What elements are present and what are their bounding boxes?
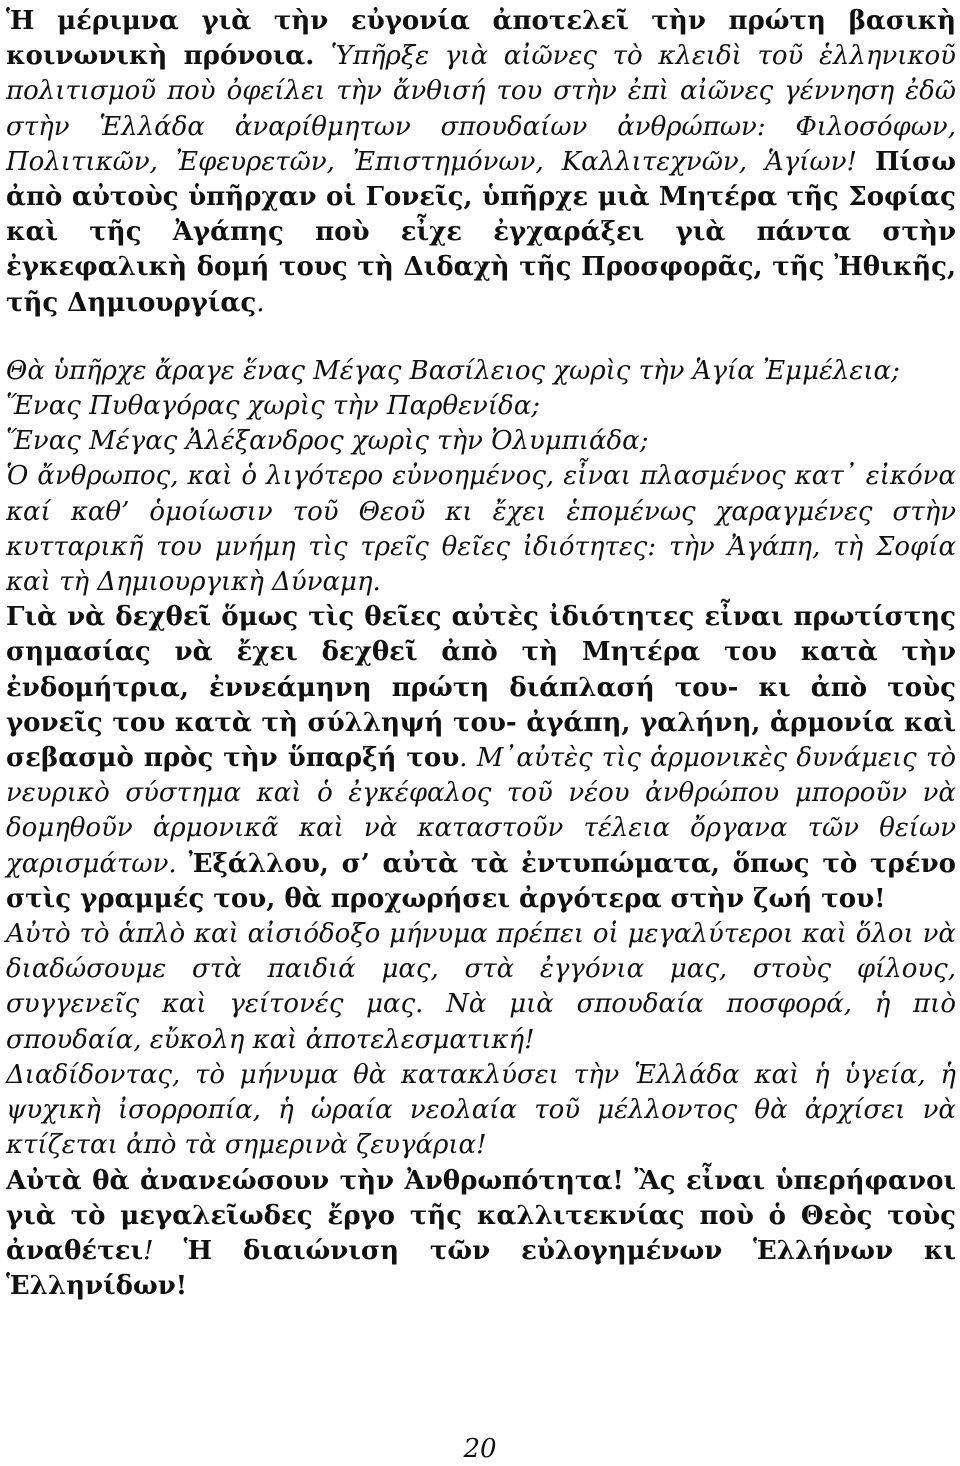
text-run: Ἐξάλλου, σ’ αὐτὰ τὰ ἐντυπώματα, ὅπως τὸ τρένο στὶς γραμμές του, θὰ προχωρήσει ἀργότερα στὴν ζωή του! bbox=[6, 848, 956, 914]
text-run: Ἕνας Πυθαγόρας χωρὶς τὴν Παρθενίδα; bbox=[6, 391, 541, 422]
paragraph-9 bbox=[6, 1164, 956, 1305]
paragraph-4 bbox=[6, 424, 956, 459]
text-run: Ἕνας Μέγας Ἀλέξανδρος χωρὶς τὴν Ὀλυμπιάδα; bbox=[6, 426, 649, 457]
text-run: Θὰ ὑπῆρχε ἄραγε ἕνας Μέγας Βασίλειος χωρὶς τὴν Ἁγία Ἐμμέλεια; bbox=[6, 355, 900, 386]
page-number: 20 bbox=[463, 1434, 497, 1464]
text-run: Ὁ ἄνθρωπος, καὶ ὁ λιγότερο εὐνοημένος, εἶναι πλασμένος κατ᾽ εἰκόνα καί καθ’ ὁμοίωσιν τοῦ Θεοῦ κι ἔχει ἑπομένως χαραγμένες στὴν κυτταρικῆ του μνήμη τὶς τρεῖς θεῖες ἰδιότητες: τὴν Ἀγάπη, τὴ Σοφία καὶ τὴ Δημιουργικὴ Δύναμη. bbox=[6, 461, 956, 598]
text-run: Αὐτὸ τὸ ἁπλὸ καὶ αἰσιόδοξο μήνυμα πρέπει οἱ μεγαλύτεροι καὶ ὅλοι νὰ διαδώσουμε στὰ παιδιά μας, στὰ ἐγγόνια μας, στοὺς φίλους, συγγενεῖς καὶ γείτονές μας. Νὰ μιὰ σπουδαία ποσφορά, ἡ πιὸ σπουδαία, εὔκολη καὶ ἀποτελεσματική! bbox=[6, 919, 956, 1055]
text-run: . Μ᾽αὐτὲς τὶς ἁρμονικὲς δυνάμεις τὸ νευρικὸ σύστημα καὶ ὁ ἐγκέφαλος τοῦ νέου ἀνθρώπου μποροῦν νὰ δομηθοῦν ἁρμονικᾶ καὶ νὰ καταστοῦν τέλεια ὄργανα τῶν θείων χαρισμάτων. bbox=[6, 743, 956, 879]
paragraph-1 bbox=[6, 4, 956, 321]
paragraph-3 bbox=[6, 389, 956, 424]
paragraph-8 bbox=[6, 1058, 956, 1164]
paragraph-2 bbox=[6, 354, 956, 389]
text-run: Διαδίδοντας, τὸ μήνυμα θὰ κατακλύσει τὴν Ἑλλάδα καὶ ἡ ὑγεία, ἡ ψυχικὴ ἰσορροπία, ἡ ὡραία νεολαία τοῦ μέλλοντος θὰ ἀρχίσει νὰ κτίζεται ἀπὸ τὰ σημερινὰ ζευγάρια! bbox=[6, 1059, 956, 1161]
text-run: . bbox=[256, 287, 265, 318]
text-run: Ἡ διαιώνιση τῶν εὐλογημένων Ἑλλήνων κι Ἑλληνίδων! bbox=[6, 1235, 956, 1302]
paragraph-5 bbox=[6, 459, 956, 600]
text-run: Ὑπῆρξε γιὰ αἰῶνες τὸ κλειδὶ τοῦ ἑλληνικοῦ πολιτισμοῦ ποὺ ὀφείλει τὴν ἄνθισή του στὴν ἐπὶ αἰῶνες γέννηση ἐδῶ στὴν Ἑλλάδα ἀναρίθμητων σπουδαίων ἀνθρώπων: Φιλοσόφων, Πολιτικῶν, Ἐφευρετῶν, Ἐπιστημόνων, Καλλιτεχνῶν, Ἁγίων! bbox=[6, 41, 956, 177]
body-text bbox=[6, 4, 956, 1304]
paragraph-6 bbox=[6, 600, 956, 917]
text-run: Ἡ μέριμνα γιὰ τὴν εὐγονία ἀποτελεῖ τὴν πρώτη βασικὴ κοινωνικὴ πρόνοια. bbox=[6, 6, 956, 72]
text-run: ! bbox=[143, 1235, 184, 1266]
paragraph-7 bbox=[6, 917, 956, 1058]
text-run: Γιὰ νὰ δεχθεῖ ὅμως τὶς θεῖες αὐτὲς ἰδιότητες εἶναι πρωτίστης σημασίας νὰ ἔχει δεχθεῖ ἀπὸ τὴ Μητέρα του κατὰ τὴν ἐνδομήτρια, ἐννεάμηνη πρώτη διάπλασή του- κι ἀπὸ τοὺς γονεῖς του κατὰ τὴ σύλληψή του- ἀγάπη, γαλήνη, ἁρμονία καὶ σεβασμὸ πρὸς τὴν ὕπαρξή του bbox=[6, 602, 956, 774]
text-run: Πίσω ἀπὸ αὐτοὺς ὑπῆρχαν οἱ Γονεῖς, ὑπῆρχε μιὰ Μητέρα τῆς Σοφίας καὶ τῆς Ἀγάπης ποὺ εἶχε ἐγχαράξει γιὰ πάντα στὴν ἐγκεφαλικὴ δομή τους τὴ Διδαχὴ τῆς Προσφορᾶς, τῆς Ἠθικῆς, τῆς Δημιουργίας bbox=[6, 146, 956, 318]
text-run: Αὐτὰ θὰ ἀνανεώσουν τὴν Ἀνθρωπότητα! Ἂς εἶναι ὑπερήφανοι γιὰ τὸ μεγαλεῖωδες ἔργο τῆς καλλιτεκνίας ποὺ ὁ Θεὸς τοὺς ἀναθέτει bbox=[6, 1165, 956, 1266]
